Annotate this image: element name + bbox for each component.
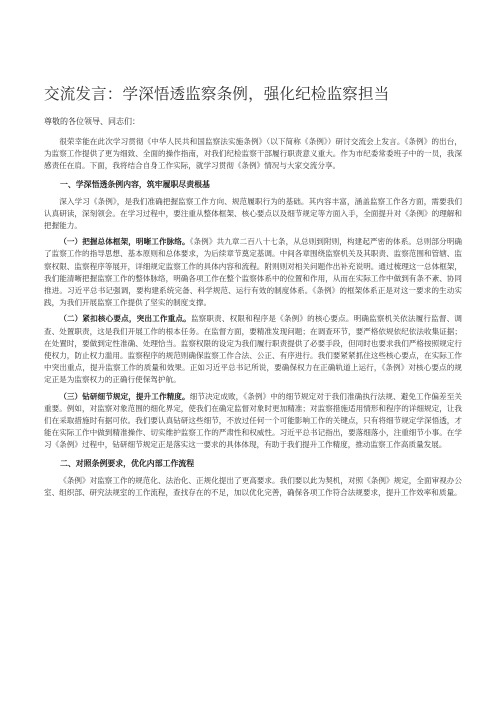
- subsection-1-lead: （一）把握总体框架，明晰工作脉络。: [59, 237, 190, 247]
- subsection-1-text: 《条例》共九章二百八十七条，从总则到附则，构建起严密的体系。总则部分明确了监察工作的指导思想、基本原则和总体要求，为后续章节奠定基调。中间各章围绕监察机关及其职责、监察范围和管辖、监察权限、监察程序等展开，详细规定监察工作的具体内容和流程。附则则对相关问题作出补充说明。通过梳理这一总体框架，我们能清晰把握监察工作的整体脉络，明确各项工作在整个监察体系中的位置和作用，从而在实际工作中做到有条不紊、协同推进。习近平总书记强调，要构建系统完备、科学规范、运行有效的制度体系。《条例》的框架体系正是对这一要求的生动实践，为我们开展监察工作提供了坚实的制度支撑。: [44, 237, 462, 308]
- document-title: 交流发言：学深悟透监察条例，强化纪检监察担当: [44, 85, 390, 103]
- subsection-2: [44, 313, 462, 386]
- intro-paragraph: 很荣幸能在此次学习贯彻《中华人民共和国监察法实施条例》（以下简称《条例》）研讨交流会上发言。《条例》的出台，为监察工作提供了更为细致、全面的操作指南，对我们纪检监察干部履行职责意义重大。作为市纪委常委班子中的一员，我深感责任在肩。下面，我将结合自身工作实际，就学习贯彻《条例》情况与大家交流分享。: [44, 137, 462, 171]
- section-1-paragraph: 深入学习《条例》，是我们准确把握监察工作方向、规范履职行为的基础。其内容丰富，涵盖监察工作各方面，需要我们认真研读，深刻领会。在学习过程中，要注重从整体框架、核心要点以及细节规定等方面入手，全面提升对《条例》的理解和把握能力。: [44, 196, 462, 231]
- subsection-2-lead: （二）紧扣核心要点，突出工作重点。: [59, 314, 191, 324]
- section-2-paragraph: 《条例》对监察工作的规范化、法治化、正规化提出了更高要求。我们要以此为契机，对照《条例》规定，全面审视办公室、组织部、研究法规室的工作流程，查找存在的不足，加以优化完善，确保各项工作符合法规要求，提升工作效率和质量。: [44, 475, 462, 497]
- section-2-heading: 二、对照条例要求，优化内部工作流程: [60, 458, 195, 468]
- greeting: 尊敬的各位领导、同志们：: [44, 117, 140, 126]
- subsection-3-lead: （三）钻研细节规定，提升工作精度。: [59, 391, 190, 401]
- subsection-3: [44, 391, 462, 452]
- subsection-1: [44, 236, 462, 309]
- subsection-3-text: 细节决定成败，《条例》中的细节规定对于我们准确执行法规、避免工作偏差至关重要。例如，对监察对象范围的细化界定，使我们在确定监督对象时更加精准；对监察措施适用情形和程序的详细规定，让我们在采取措施时有据可依。我们要认真钻研这些细节，不放过任何一个可能影响工作的关键点，只有将细节规定学深悟透，才能在实际工作中做到精准操作、切实维护监察工作的严肃性和权威性。习近平总书记指出，要落细落小，注重细节小事。在学习《条例》过程中，钻研细节规定正是落实这一要求的具体体现，有助于我们提升工作精度，推动监察工作高质量发展。: [44, 391, 462, 450]
- section-1-heading: 一、学深悟透条例内容，筑牢履职尽责根基: [60, 179, 210, 189]
- subsection-2-text: 监察职责、权限和程序是《条例》的核心要点。明确监察机关依法履行监督、调查、处置职责，这是我们开展工作的根本任务。在监督方面，要精准发现问题；在调查环节，要严格依规依纪依法收集证据；在处置时，要做到定性准确、处理恰当。监察权限的设定为我们履行职责提供了必要手段，但同时也要求我们严格按照规定行使权力，防止权力滥用。监察程序的规范则确保监察工作合法、公正、有序进行。我们要紧紧抓住这些核心要点，在实际工作中突出重点，提升监察工作的质量和效果。正如习近平总书记所说，要确保权力在正确轨道上运行，《条例》对核心要点的规定正是为监察权力的正确行使保驾护航。: [44, 314, 463, 385]
